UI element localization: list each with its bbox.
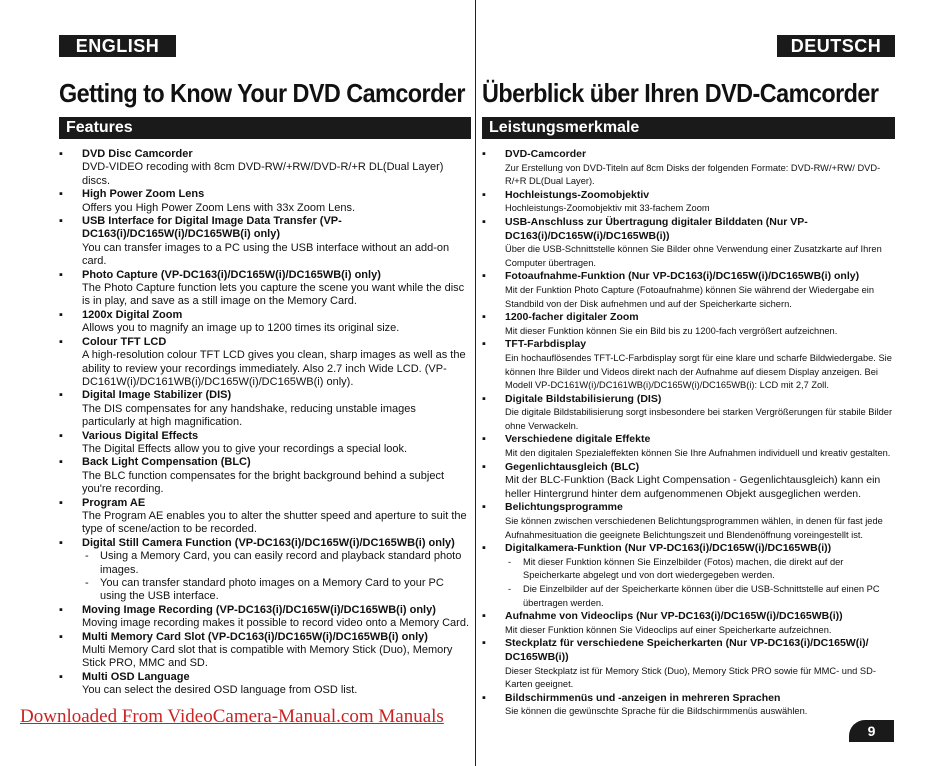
feature-item [59, 497, 472, 537]
feature-item [482, 189, 895, 216]
feature-item [59, 269, 472, 309]
feature-item [482, 216, 895, 270]
feature-title: ▪ 1200-facher digitaler Zoom [505, 311, 639, 324]
feature-title: ▪ Belichtungsprogramme [505, 501, 623, 514]
feature-title: ▪ Bildschirmmenüs und -anzeigen in mehreren Sprachen [505, 691, 781, 704]
feature-title: ▪ High Power Zoom Lens [82, 188, 205, 201]
feature-item [482, 501, 895, 542]
feature-item [59, 631, 472, 671]
feature-item [482, 692, 895, 719]
language-badge-deutsch: DEUTSCH [777, 35, 895, 57]
feature-description: Sie können zwischen verschiedenen Belichtungsprogrammen wählen, in denen für fast jede Aufnahmesituation die geeignete Belichtungszeit und Blendenöffnung voreingestellt ist. [505, 516, 883, 540]
feature-description: Mit den digitalen Spezialeffekten können Sie Ihre Aufnahmen individuell und kreativ gestalten. [505, 448, 891, 459]
feature-description: Mit dieser Funktion können Sie Videoclips auf einer Speicherkarte aufzeichnen. [505, 624, 832, 635]
feature-description: The Photo Capture function lets you capture the scene you want while the disc is in play, and save as a still image on the Memory Card. [82, 282, 465, 308]
feature-item [482, 637, 895, 691]
feature-description: Ein hochauflösendes TFT-LC-Farbdisplay sorgt für eine klare und scharfe Bildwiedergabe. Sie können Ihre Bilder und Videos direkt nach der Aufnahme auf diesem Display anzeigen. Bei Modell VP-DC161W(i)/DC161WB(i)/DC165W(i)/DC165WB(i): LCD mit 2,7 Zoll. [505, 352, 892, 391]
feature-description: Hochleistungs-Zoomobjektiv mit 33-fachem Zoom [505, 203, 710, 214]
feature-item [59, 309, 472, 336]
feature-title: ▪ USB-Anschluss zur Übertragung digitaler Bilddaten (Nur VP-DC163(i)/DC165W(i)/DC165WB(i)) [505, 215, 808, 242]
feature-item [59, 188, 472, 215]
feature-description: Offers you High Power Zoom Lens with 33x Zoom Lens. [82, 201, 356, 214]
feature-title: ▪ Multi OSD Language [82, 670, 190, 683]
feature-title: ▪ TFT-Farbdisplay [505, 338, 587, 351]
feature-item [482, 542, 895, 610]
feature-description: DVD-VIDEO recoding with 8cm DVD-RW/+RW/DVD-R/+R DL(Dual Layer) discs. [82, 161, 444, 187]
feature-title: ▪ Digital Image Stabilizer (DIS) [82, 389, 232, 402]
feature-description: Zur Erstellung von DVD-Titeln auf 8cm Disks der folgenden Formate: DVD-RW/+RW/ DVD-R/+R DL(Dual Layer). [505, 162, 881, 187]
feature-item [59, 389, 472, 429]
feature-item [59, 336, 472, 390]
feature-description: Mit der Funktion Photo Capture (Fotoaufnahme) können Sie während der Wiedergabe ein Standbild von der Disk aufnehmen und auf der Speicherkarte sichern. [505, 284, 874, 309]
feature-title: ▪ Hochleistungs-Zoomobjektiv [505, 188, 650, 201]
feature-title: ▪ DVD-Camcorder [505, 148, 587, 160]
feature-description: The BLC function compensates for the bright background behind a subject you're recording. [82, 469, 445, 496]
feature-title: ▪ DVD Disc Camcorder [82, 148, 193, 160]
feature-description: The Program AE enables you to alter the shutter speed and aperture to suit the type of scene/action to be recorded. [82, 509, 467, 536]
feature-description: A high-resolution colour TFT LCD gives you clean, sharp images as well as the ability to review your recordings immediately. Also 2.7 inch Wide LCD. (VP-DC161W(i)/DC161WB(i)/DC165W(i)/DC165WB(i) only). [82, 349, 466, 388]
feature-description: The Digital Effects allow you to give your recordings a special look. [82, 442, 408, 455]
page-number: 9 [849, 720, 894, 742]
feature-item [482, 461, 895, 502]
feature-title: ▪ Photo Capture (VP-DC163(i)/DC165W(i)/DC165WB(i) only) [82, 268, 381, 281]
feature-title: ▪ Digitale Bildstabilisierung (DIS) [505, 392, 662, 405]
feature-description: Allows you to magnify an image up to 1200 times its original size. [82, 322, 400, 335]
feature-title: ▪ Fotoaufnahme-Funktion (Nur VP-DC163(i)/DC165W(i)/DC165WB(i) only) [505, 270, 860, 283]
feature-item [482, 311, 895, 338]
feature-item [59, 671, 472, 698]
german-feature-list [482, 148, 895, 719]
feature-title: ▪ Various Digital Effects [82, 429, 199, 442]
english-feature-list [59, 148, 472, 698]
feature-description: Dieser Steckplatz ist für Memory Stick (Duo), Memory Stick PRO sowie für MMC- und SD-Karten geeignet. [505, 665, 876, 690]
feature-item [482, 393, 895, 434]
feature-description: Mit dieser Funktion können Sie ein Bild bis zu 1200-fach vergrößert aufzeichnen. [505, 325, 838, 336]
feature-item [482, 338, 895, 392]
feature-item [59, 148, 472, 188]
feature-description: Sie können die gewünschte Sprache für die Bildschirmmenüs auswählen. [505, 706, 808, 717]
feature-item [59, 537, 472, 604]
feature-title: ▪ Multi Memory Card Slot (VP-DC163(i)/DC165W(i)/DC165WB(i) only) [82, 630, 428, 643]
feature-item [482, 148, 895, 189]
feature-title: ▪ Program AE [82, 496, 146, 509]
feature-title: ▪ Digital Still Camera Function (VP-DC163(i)/DC165W(i)/DC165WB(i) only) [82, 536, 455, 549]
feature-description: Die digitale Bildstabilisierung sorgt insbesondere bei starken Vergrößerungen für stabile Bilder ohne Verwackeln. [505, 407, 893, 431]
feature-title: ▪ Digitalkamera-Funktion (Nur VP-DC163(i)/DC165W(i)/DC165WB(i)) [505, 542, 832, 555]
feature-item [59, 430, 472, 457]
feature-description: You can select the desired OSD language from OSD list. [82, 684, 358, 697]
feature-title: ▪ Gegenlichtausgleich (BLC) [505, 460, 640, 473]
section-header-features: Features [59, 117, 471, 139]
page-title-german: Überblick über Ihren DVD-Camcorder [482, 78, 879, 108]
feature-description: You can transfer images to a PC using the USB interface without an add-on card. [82, 241, 450, 268]
feature-sub-item: - You can transfer standard photo images on a Memory Card to your PC using the USB interface. [82, 577, 472, 604]
feature-title: ▪ Moving Image Recording (VP-DC163(i)/DC165W(i)/DC165WB(i) only) [82, 603, 436, 616]
feature-title: ▪ Steckplatz für verschiedene Speicherkarten (Nur VP-DC163(i)/DC165W(i)/ DC165WB(i)) [505, 637, 869, 663]
feature-item [482, 610, 895, 637]
feature-title: ▪ Aufnahme von Videoclips (Nur VP-DC163(i)/DC165W(i)/DC165WB(i)) [505, 610, 843, 623]
section-header-leistungsmerkmale: Leistungsmerkmale [482, 117, 895, 139]
feature-item [482, 433, 895, 460]
feature-description: Über die USB-Schnittstelle können Sie Bilder ohne Verwendung einer Zusatzkarte auf Ihren Computer übertragen. [505, 244, 882, 268]
feature-sub-item: - Using a Memory Card, you can easily record and playback standard photo images. [82, 550, 472, 577]
language-badge-english: ENGLISH [59, 35, 176, 57]
feature-description: The DIS compensates for any handshake, reducing unstable images particularly at high magnification. [82, 402, 416, 429]
feature-description: Mit der BLC-Funktion (Back Light Compensation - Gegenlichtausgleich) kann ein heller Hintergrund hinter dem aufgenommenen Objekt ausgeglichen werden. [505, 474, 881, 500]
feature-item [59, 215, 472, 269]
feature-sub-item: - Mit dieser Funktion können Sie Einzelbilder (Fotos) machen, die direkt auf der Speicherkarte abgelegt und von dort wiedergegeben werden. [505, 556, 895, 583]
feature-title: ▪ Verschiedene digitale Effekte [505, 433, 651, 446]
feature-item [59, 456, 472, 496]
feature-sub-item: - Die Einzelbilder auf der Speicherkarte können über die USB-Schnittstelle auf einen PC übertragen werden. [505, 583, 895, 610]
feature-description: Multi Memory Card slot that is compatible with Memory Stick (Duo), Memory Stick PRO, MMC and SD. [82, 644, 453, 670]
feature-title: ▪ 1200x Digital Zoom [82, 308, 183, 321]
feature-title: ▪ USB Interface for Digital Image Data Transfer (VP-DC163(i)/DC165W(i)/DC165WB(i) only) [82, 215, 342, 241]
feature-description: Moving image recording makes it possible to record video onto a Memory Card. [82, 617, 470, 630]
feature-item [482, 270, 895, 311]
download-watermark-link[interactable]: Downloaded From VideoCamera-Manual.com Manuals [20, 706, 444, 727]
feature-title: ▪ Colour TFT LCD [82, 335, 167, 348]
feature-item [59, 604, 472, 631]
feature-title: ▪ Back Light Compensation (BLC) [82, 456, 251, 469]
center-divider [475, 0, 476, 766]
page-title-english: Getting to Know Your DVD Camcorder [59, 78, 465, 108]
